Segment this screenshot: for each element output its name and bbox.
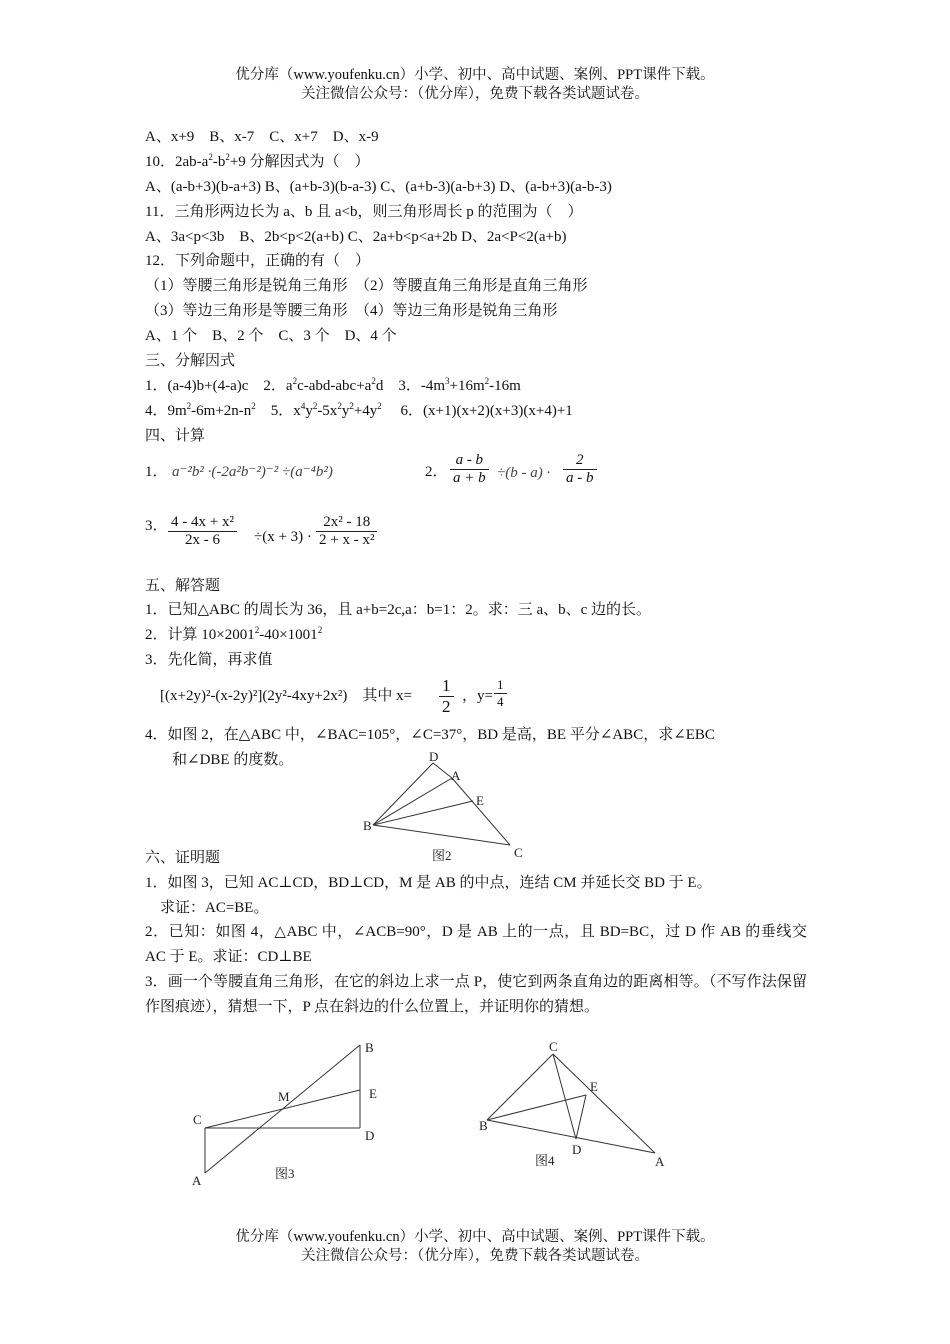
fig2-caption: 图2: [432, 848, 452, 863]
s5-q2: 2．计算 $10\times 2001^2-40\times 1001^2$: [145, 625, 323, 643]
calc-3-fraction-1: $\frac{\text{4 - 4x + x²}}{2x - 6}$: [168, 514, 237, 549]
q9-options: A、x+9 B、x-7 C、x+7 D、x-9: [145, 129, 379, 145]
s5-q3-y-label: ，y=: [462, 688, 493, 704]
footer-line-2: 关注微信公众号：（优分库），免费下载各类试题试卷。: [301, 1248, 649, 1264]
fig3-label-c: C: [193, 1112, 202, 1127]
fig2-label-e: E: [476, 793, 484, 808]
fig4-segment-be: [487, 1095, 586, 1120]
q12-options: A、1 个 B、2 个 C、3 个 D、4 个: [145, 328, 397, 344]
q10-options: A、(a-b+3)(b-a+3) B、(a+b-3)(b-a-3) C、(a+b-3)(a-b+3) D、(a-b+3)(a-b-3): [145, 179, 612, 195]
fig2-segment-be: [373, 801, 473, 825]
q12-statements-1: （1）等腰三角形是锐角三角形 （2）等腰直角三角形是直角三角形: [145, 278, 588, 294]
section-5-title: 五、解答题: [145, 578, 221, 594]
calc-3-fraction-2: $\frac{\text{2x² - 18}}{\text{2 + x - x²}}$: [316, 514, 377, 549]
calc-2-number: 2．: [425, 464, 448, 480]
fig4-label-d: D: [572, 1142, 582, 1157]
fig2-label-b: B: [363, 818, 372, 833]
fig4-segment-ba: [487, 1120, 655, 1153]
s6-q3: 3．画一个等腰直角三角形，在它的斜边上求一点 P，使它到两条直角边的距离相等。（不写作法保留作图痕迹），猜想一下，P 点在斜边的什么位置上，并证明你的猜想。: [145, 974, 807, 1015]
page-footer: [0, 1228, 950, 1266]
fig3-label-m: M: [278, 1089, 290, 1104]
fig2-segment-ac: [452, 778, 510, 845]
calc-1-number: 1．: [145, 464, 168, 480]
q11-text: 11．三角形两边长为 a、b 且 a<b，则三角形周长 p 的范围为（ ）: [145, 204, 583, 220]
s5-q1: 1．已知△ABC 的周长为 36，且 a+b=2c,a：b=1：2。求：三 a、b、c 边的长。: [145, 602, 652, 618]
section-3-title: 三、分解因式: [145, 353, 236, 369]
fig2-label-c: C: [514, 845, 523, 860]
header-line-2: 关注微信公众号：（优分库），免费下载各类试题试卷。: [301, 86, 649, 102]
fig2-label-a: A: [451, 768, 461, 783]
fig4-label-a: A: [655, 1154, 665, 1169]
calc-3-number: 3．: [145, 518, 168, 534]
figure-2: [360, 750, 540, 865]
s6-q1-proof: 求证：AC=BE。: [160, 900, 269, 916]
fig2-segment-bc: [373, 825, 510, 845]
fig3-label-a: A: [192, 1173, 202, 1188]
s5-q3-y-value: $\frac{1}{4}$: [494, 677, 507, 710]
s5-q3-x-value: $\frac{1}{2}$: [439, 676, 454, 717]
footer-line-1: 优分库（www.youfenku.cn）小学、初中、高中试题、案例、PPT课件下载。: [235, 1229, 715, 1245]
figure-4: [475, 1035, 675, 1175]
fig4-label-e: E: [590, 1079, 598, 1094]
header-line-1: 优分库（www.youfenku.cn）小学、初中、高中试题、案例、PPT课件下载。: [235, 67, 715, 83]
q10-text: 10．$2ab-a^2-b^2+9$ 分解因式为（ ）: [145, 152, 370, 170]
q11-options: A、3a<p<3b B、2b<p<2(a+b) C、2a+b<p<a+2b D、2a<P<2(a+b): [145, 229, 567, 245]
fig3-label-d: D: [365, 1128, 375, 1143]
figure-3: [185, 1035, 385, 1190]
fig4-segment-cb: [487, 1054, 553, 1120]
fig4-segment-de: [576, 1095, 586, 1139]
q12-statements-2: （3）等边三角形是等腰三角形 （4）等边三角形是锐角三角形: [145, 303, 558, 319]
fig4-label-b: B: [479, 1118, 488, 1133]
s5-q4: 4．如图 2，在△ABC 中，∠BAC=105°，∠C=37°，BD 是高，BE 平分∠ABC，求∠EBC: [145, 727, 715, 743]
fig4-caption: 图4: [535, 1153, 555, 1168]
fig4-segment-ca: [553, 1054, 655, 1153]
calc-2-fraction-2: $\frac{2}{a - b}$: [563, 452, 597, 487]
calc-2-operator: ÷(b - a) ·: [497, 465, 551, 481]
factor-row-2: 4．$9m^2-6m+2n-n^2$ 5．$x^4y^2-5x^2y^2+4y^2$ 6．(x+1)(x+2)(x+3)(x+4)+1: [145, 401, 573, 419]
factor-row-1: 1．(a-4)b+(4-a)c 2．$a^2c-abd-abc+a^2d$ 3．$-4m^3+16m^2-16m$: [145, 376, 521, 394]
calc-1-expression: a⁻²b² ·(-2a²b⁻²)⁻² ÷(a⁻⁴b²): [172, 464, 333, 480]
fig3-caption: 图3: [275, 1166, 295, 1181]
fig2-segment-ba: [373, 778, 452, 825]
s5-q3-expression: [(x+2y)²-(x-2y)²](2y²-4xy+2x²) 其中 x=: [160, 688, 413, 704]
s5-q3: 3．先化简，再求值: [145, 652, 273, 668]
section-6-title: 六、证明题: [145, 850, 221, 866]
s6-q1: 1．如图 3，已知 AC⊥CD，BD⊥CD，M 是 AB 的中点，连结 CM 并延长交 BD 于 E。: [145, 875, 712, 891]
calc-2-fraction-1: $\frac{a - b}{a + b}$: [450, 452, 489, 487]
fig3-label-e: E: [369, 1086, 377, 1101]
calc-3-operator: ÷(x + 3) ·: [254, 529, 312, 545]
s6-q2: 2．已知：如图 4，△ABC 中，∠ACB=90°，D 是 AB 上的一点，且 BD=BC，过 D 作 AB 的垂线交 AC 于 E。求证：CD⊥BE: [145, 924, 807, 965]
fig2-segment-da: [433, 763, 452, 778]
fig3-label-b: B: [365, 1040, 374, 1055]
fig4-segment-cd: [553, 1054, 576, 1139]
fig4-label-c: C: [549, 1039, 558, 1054]
fig2-segment-bd: [373, 763, 433, 825]
q12-text: 12．下列命题中，正确的有（ ）: [145, 253, 371, 269]
page-header: [0, 66, 950, 104]
fig2-label-d: D: [429, 750, 439, 764]
s5-q4-cont: 和∠DBE 的度数。: [172, 752, 294, 768]
section-4-title: 四、计算: [145, 428, 206, 444]
